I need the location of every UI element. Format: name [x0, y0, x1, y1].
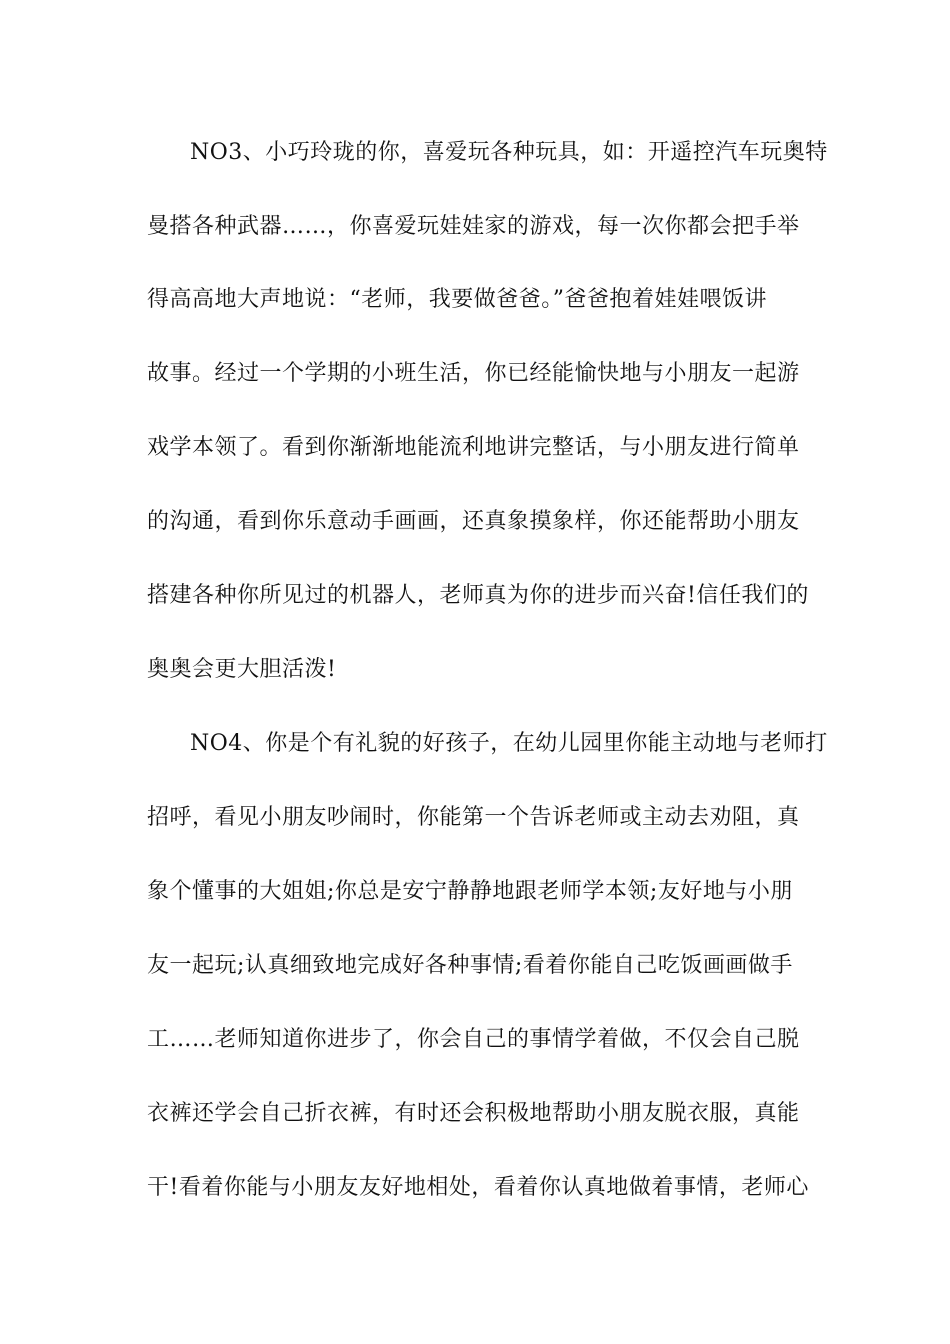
paragraph-1-line-6: 的沟通，看到你乐意动手画画，还真象摸象样，你还能帮助小朋友: [147, 509, 800, 534]
paragraph-2-line-6: 衣裤还学会自己折衣裤，有时还会积极地帮助小朋友脱衣服，真能: [147, 1101, 800, 1126]
paragraph-1-line-1: NO3、小巧玲珑的你，喜爱玩各种玩具，如：开遥控汽车玩奥特: [190, 140, 828, 165]
paragraph-2-line-5: 工……老师知道你进步了，你会自己的事情学着做，不仅会自己脱: [147, 1027, 800, 1052]
paragraph-2-line-2: 招呼，看见小朋友吵闹时，你能第一个告诉老师或主动去劝阻，真: [147, 805, 800, 830]
paragraph-1-line-4: 故事。经过一个学期的小班生活，你已经能愉快地与小朋友一起游: [147, 361, 800, 386]
paragraph-1-line-3: 得高高地大声地说：“老师，我要做爸爸。”爸爸抱着娃娃喂饭讲: [147, 287, 767, 312]
paragraph-1-line-8: 奥奥会更大胆活泼!: [147, 657, 337, 682]
paragraph-1-line-5: 戏学本领了。看到你渐渐地能流利地讲完整话，与小朋友进行简单: [147, 435, 800, 460]
paragraph-2-line-7: 干!看着你能与小朋友友好地相处，看着你认真地做着事情，老师心: [147, 1175, 809, 1200]
paragraph-2-line-3: 象个懂事的大姐姐;你总是安宁静静地跟老师学本领;友好地与小朋: [147, 879, 793, 904]
paragraph-2-line-1: NO4、你是个有礼貌的好孩子，在幼儿园里你能主动地与老师打: [190, 731, 828, 756]
paragraph-2-line-4: 友一起玩;认真细致地完成好各种事情;看着你能自己吃饭画画做手: [147, 953, 793, 978]
paragraph-1-line-2: 曼搭各种武器……，你喜爱玩娃娃家的游戏，每一次你都会把手举: [147, 214, 800, 239]
paragraph-1-line-7: 搭建各种你所见过的机器人，老师真为你的进步而兴奋!信任我们的: [147, 583, 809, 608]
